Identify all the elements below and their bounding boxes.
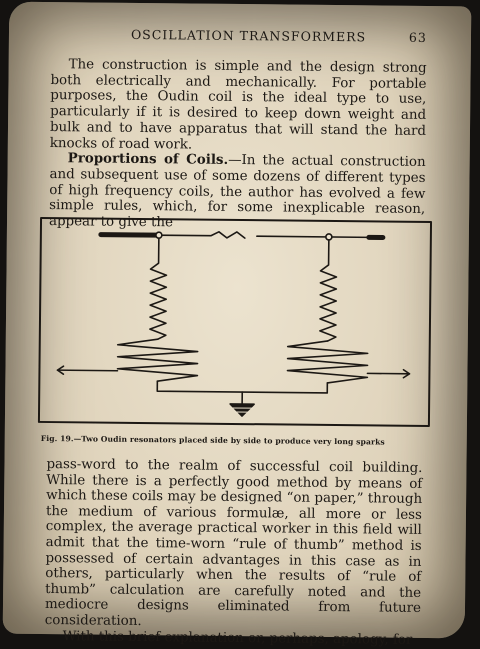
left-feed-lead (57, 370, 117, 371)
right-secondary-coil (320, 240, 337, 341)
ground-connection (157, 381, 327, 393)
paragraph-proportions-text: —In the actual construction and subsequent use of some dozens of different types of high frequency coils, the author has evolved a few simple rules, which, for some inexplicable reason, appear to give the (49, 153, 426, 230)
left-junction (156, 232, 162, 238)
section-heading-proportions: Proportions of Coils. (68, 150, 229, 168)
figure-caption: Fig. 19.—Two Oudin resonators placed side by side to produce very long sparks (41, 434, 433, 447)
right-top-wire (257, 236, 369, 237)
running-head (9, 26, 471, 31)
spark-gap (157, 231, 245, 238)
figure-19 (37, 214, 435, 432)
paragraph-explanation: With this brief explanation or, perhaps, apology, for (45, 629, 421, 649)
left-discharge-rod (101, 235, 157, 236)
text-block-bottom (45, 457, 423, 648)
paragraph-oudin-portable: The construction is simple and the design strong both electrically and mechanically. For portable purposes, the Oudin coil is the ideal type to use, particularly if it is desired to keep down weight and bulk and to have apparatus that will stand the hard knocks of road work. (50, 57, 427, 155)
book-page (3, 2, 472, 639)
right-primary-coil (287, 341, 367, 384)
paragraph-rule-of-thumb: pass-word to the realm of successful coil building. While there is a perfectly good method by means of which these coils may be designed “on paper,” through the medium of various formulæ, all more or less complex, the average practical worker in this field will admit that the time-worn “rule of thumb” method is possessed of certain advantages in this case as in others, particularly when the results of “rule of thumb” calculation are carefully noted and the mediocre designs eliminated from future consideration. (45, 457, 423, 632)
left-primary-coil (117, 339, 197, 382)
page-number: 63 (409, 30, 427, 45)
diagram-frame (39, 218, 431, 426)
ground-symbol (230, 404, 254, 416)
left-secondary-coil (150, 238, 167, 339)
oudin-resonators-diagram (37, 214, 435, 432)
running-head-title: OSCILLATION TRANSFORMERS (131, 27, 366, 44)
right-junction (326, 234, 332, 240)
text-block-top (49, 57, 427, 234)
